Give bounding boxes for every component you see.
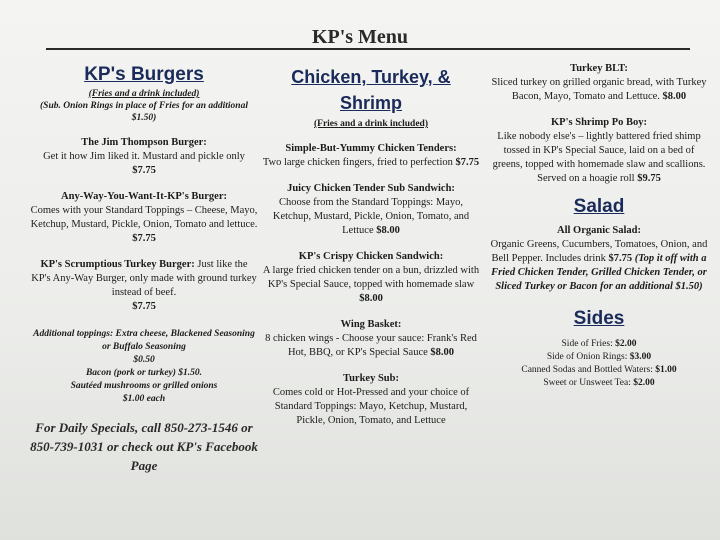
salad-addon-note: (Top it off with a Fried Chicken Tender, Grilled Chicken Tender, or Sliced Turkey or Bacon for an additional $1.50) bbox=[491, 253, 707, 292]
side-price: $1.00 bbox=[655, 365, 677, 375]
addon-line: Sautéed mushrooms or grilled onions bbox=[70, 381, 218, 391]
item-name: All Organic Salad: bbox=[556, 225, 641, 236]
item-price: $8.00 bbox=[376, 225, 400, 236]
menu-item bbox=[262, 318, 480, 360]
item-desc: A large fried chicken tender on a bun, drizzled with KP's Special Sauce, topped with homemade slaw bbox=[262, 265, 480, 290]
item-desc: Organic Greens, Cucumbers, Tomatoes, Onion, and Bell Pepper. Includes drink bbox=[490, 239, 708, 264]
right-column bbox=[490, 58, 708, 390]
item-name: Simple-But-Yummy Chicken Tenders: bbox=[285, 143, 457, 154]
menu-item bbox=[30, 190, 258, 246]
menu-item bbox=[490, 116, 708, 186]
menu-item bbox=[30, 258, 258, 314]
sides-list bbox=[490, 338, 708, 390]
burgers-column bbox=[30, 58, 258, 475]
menu-item bbox=[262, 182, 480, 238]
item-desc: Comes with your Standard Toppings – Cheese, Mayo, Ketchup, Mustard, Pickle, Onion, Tomato and lettuce. bbox=[30, 205, 258, 230]
item-desc: Just like the KP's Any-Way Burger, only made with ground turkey instead of beef. bbox=[31, 259, 257, 298]
item-price: $7.75 bbox=[608, 253, 633, 264]
addon-line: Bacon (pork or turkey) $1.50. bbox=[85, 368, 203, 378]
item-desc: Get it how Jim liked it. Mustard and pickle only bbox=[43, 151, 245, 162]
menu-item bbox=[490, 62, 708, 104]
side-item bbox=[490, 364, 708, 377]
burgers-heading: KP's Burgers bbox=[84, 64, 204, 85]
item-desc: Choose from the Standard Toppings: Mayo, Ketchup, Mustard, Pickle, Onion, Tomato, and Lettuce bbox=[272, 197, 470, 236]
title-divider bbox=[46, 48, 690, 50]
item-name: KP's Scrumptious Turkey Burger: bbox=[40, 259, 195, 270]
menu-item bbox=[262, 250, 480, 306]
item-name: Wing Basket: bbox=[340, 319, 402, 330]
side-item bbox=[490, 351, 708, 364]
item-desc: Sliced turkey on grilled organic bread, with Turkey Bacon, Mayo, Tomato and Lettuce. bbox=[491, 77, 707, 102]
menu-item bbox=[262, 372, 480, 428]
item-price: $8.00 bbox=[662, 91, 687, 102]
addon-line: $1.00 each bbox=[122, 394, 166, 404]
item-name: KP's Shrimp Po Boy: bbox=[551, 117, 647, 128]
side-price: $2.00 bbox=[615, 339, 637, 349]
item-desc: Two large chicken fingers, fried to perfection bbox=[262, 157, 453, 168]
item-price: $8.00 bbox=[430, 347, 455, 358]
chicken-included-note: (Fries and a drink included) bbox=[313, 119, 429, 129]
chicken-column bbox=[262, 58, 480, 428]
item-name: Juicy Chicken Tender Sub Sandwich: bbox=[287, 183, 455, 194]
side-price: $3.00 bbox=[629, 352, 652, 362]
sides-heading: Sides bbox=[573, 308, 625, 329]
burgers-included-note: (Fries and a drink included) bbox=[88, 89, 200, 99]
side-name: Side of Fries: bbox=[561, 339, 613, 349]
daily-specials: For Daily Specials, call 850-273-1546 or 850-739-1031 or check out KP's Facebook Page bbox=[30, 420, 258, 473]
item-desc: 8 chicken wings - Choose your sauce: Frank's Red Hot, BBQ, or KP's Special Sauce bbox=[265, 333, 477, 358]
item-price: $7.75 bbox=[132, 233, 156, 244]
salad-heading: Salad bbox=[573, 196, 625, 217]
item-desc: Comes cold or Hot-Pressed and your choice of Standard Toppings: Mayo, Ketchup, Mustard, Pickle, Onion, Tomato, and Lettuce bbox=[272, 387, 470, 426]
addon-line: Additional toppings: Extra cheese, Blackened Seasoning or Buffalo Seasoning bbox=[33, 329, 255, 352]
side-price: $2.00 bbox=[633, 378, 655, 388]
menu-item bbox=[490, 224, 708, 294]
item-price: $9.75 bbox=[637, 173, 661, 184]
item-price: $7.75 bbox=[132, 165, 156, 176]
item-name: KP's Crispy Chicken Sandwich: bbox=[298, 251, 444, 262]
item-price: $8.00 bbox=[359, 293, 383, 304]
item-desc: Like nobody else's – lightly battered fried shimp tossed in KP's Special Sauce, laid on a bed of greens, topped with homemade slaw and scallions. Served on a hoagie roll bbox=[492, 131, 706, 184]
menu-title: KP's Menu bbox=[311, 26, 409, 48]
burgers-onion-rings-note: (Sub. Onion Rings in place of Fries for an additional $1.50) bbox=[40, 101, 248, 123]
side-item bbox=[490, 338, 708, 351]
menu-item bbox=[30, 136, 258, 178]
chicken-heading: Chicken, Turkey, & Shrimp bbox=[291, 67, 451, 113]
side-name: Side of Onion Rings: bbox=[546, 352, 628, 362]
item-name: Turkey Sub: bbox=[343, 373, 399, 384]
side-item bbox=[490, 377, 708, 390]
additional-toppings bbox=[30, 328, 258, 406]
addon-line: $0.50 bbox=[133, 355, 155, 365]
item-name: Turkey BLT: bbox=[570, 63, 628, 74]
item-name: The Jim Thompson Burger: bbox=[81, 137, 207, 148]
item-price: $7.75 bbox=[132, 301, 156, 312]
side-name: Canned Sodas and Bottled Waters: bbox=[521, 365, 653, 375]
menu-item bbox=[262, 142, 480, 170]
item-price: $7.75 bbox=[455, 157, 480, 168]
item-name: Any-Way-You-Want-It-KP's Burger: bbox=[61, 191, 227, 202]
side-name: Sweet or Unsweet Tea: bbox=[543, 378, 631, 388]
